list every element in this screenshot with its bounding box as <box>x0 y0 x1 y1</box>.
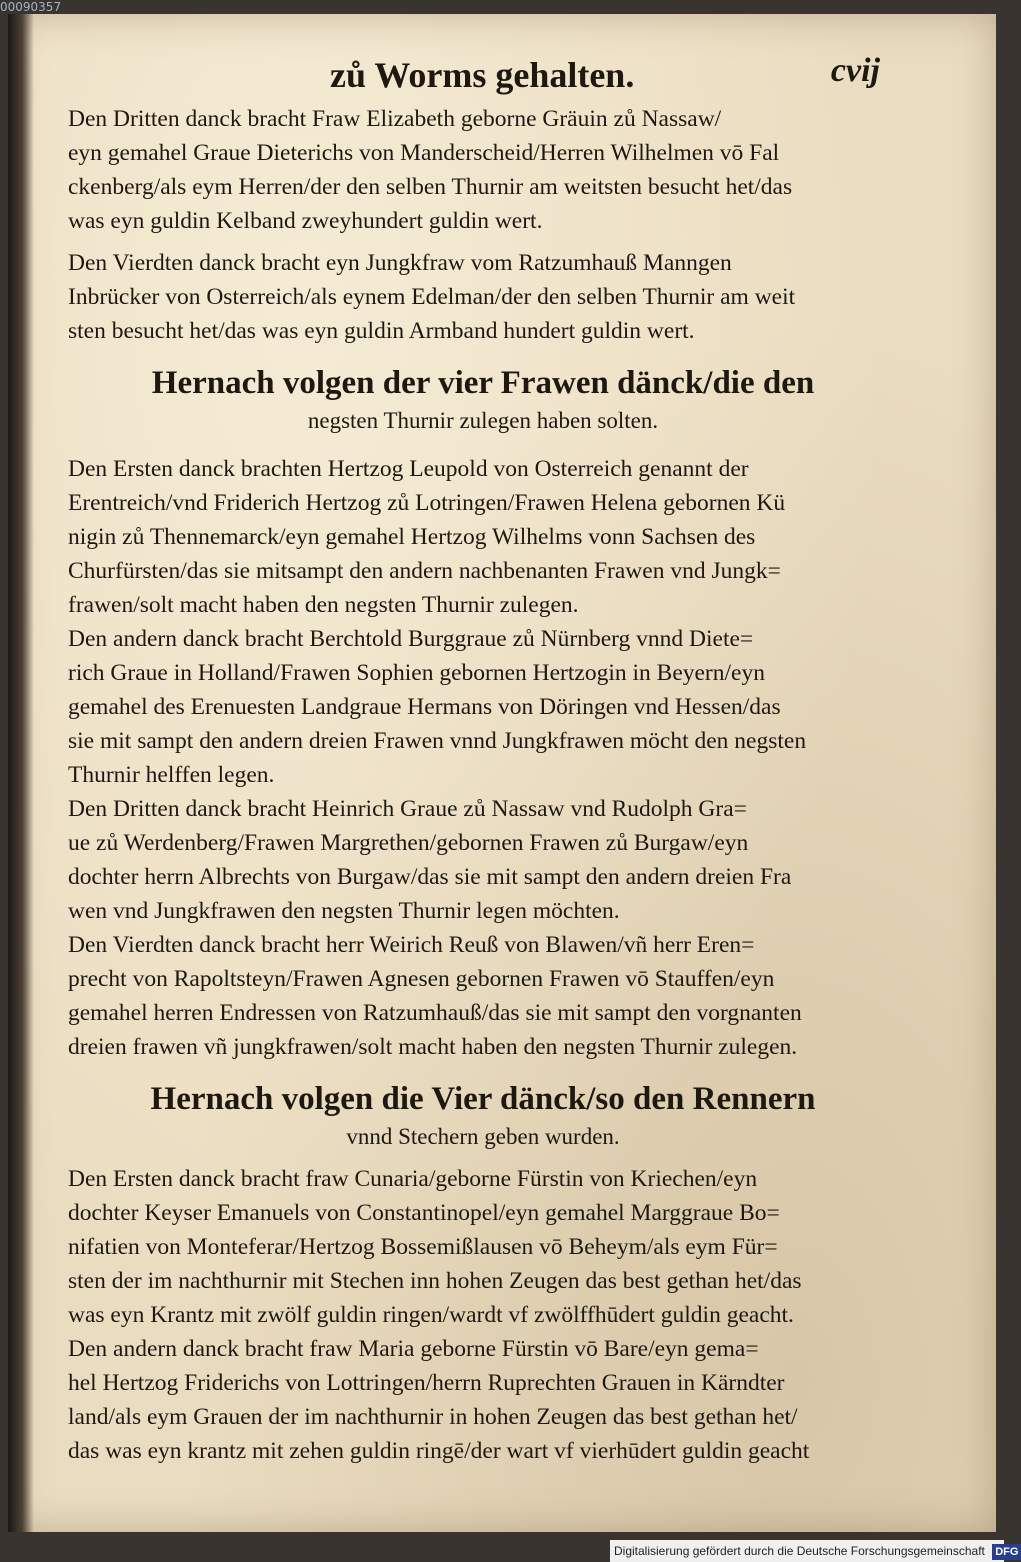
paragraph-4 <box>68 622 898 792</box>
text-line: Den Ersten danck bracht fraw Cunaria/geborne Fürstin von Kriechen/eyn <box>68 1166 758 1192</box>
funding-credit-text: Digitalisierung gefördert durch die Deutsche Forschungsgemeinschaft <box>614 1544 985 1558</box>
text-line: Den Dritten danck bracht Fraw Elizabeth geborne Gräuin zů Nassaw/ <box>68 106 722 132</box>
text-line: Churfürsten/das sie mitsampt den andern nachbenanten Frawen vnd Jungk= <box>68 558 781 584</box>
book-gutter <box>8 14 34 1532</box>
page-text <box>68 52 898 1468</box>
text-line: wen vnd Jungkfrawen den negsten Thurnir legen möchten. <box>68 898 620 924</box>
page-header <box>68 52 898 102</box>
text-line: land/als eym Grauen der im nachthurnir in hohen Zeugen das best gethan het/ <box>68 1404 798 1430</box>
text-line: ckenberg/als eym Herren/der den selben Thurnir am weitsten besucht het/das <box>68 174 793 200</box>
text-line: dochter herrn Albrechts von Burgaw/das sie mit sampt den andern dreien Fra <box>68 864 792 890</box>
text-line: gemahel des Erenuesten Landgraue Hermans von Döringen vnd Hessen/das <box>68 694 781 720</box>
funding-credit <box>610 1540 1019 1562</box>
paragraph-8 <box>68 1332 898 1468</box>
text-line: precht von Rapoltsteyn/Frawen Agnesen gebornen Frawen vō Stauffen/eyn <box>68 966 775 992</box>
dfg-logo: DFG <box>992 1544 1021 1560</box>
text-line: das was eyn krantz mit zehen guldin ringē/der wart vf vierhūdert guldin geacht <box>68 1438 810 1464</box>
paragraph-5 <box>68 792 898 928</box>
text-line: hel Hertzog Friderichs von Lottringen/herrn Ruprechten Grauen in Kärndter <box>68 1370 785 1396</box>
text-line: ue zů Werdenberg/Frawen Margrethen/gebornen Frawen zů Burgaw/eyn <box>68 830 749 856</box>
text-line: sie mit sampt den andern dreien Frawen vnnd Jungkfrawen möcht den negsten <box>68 728 807 754</box>
text-line: Den Dritten danck bracht Heinrich Graue zů Nassaw vnd Rudolph Gra= <box>68 796 747 822</box>
text-line: dreien frawen vñ jungkfrawen/solt macht haben den negsten Thurnir zulegen. <box>68 1034 798 1060</box>
scan-id-label: 00090357 <box>0 0 62 14</box>
text-line: Erentreich/vnd Friderich Hertzog zů Lotringen/Frawen Helena gebornen Kü <box>68 490 786 516</box>
paragraph-1 <box>68 102 898 238</box>
section-heading-frawen <box>68 362 898 438</box>
text-line: Den Vierdten danck bracht herr Weirich Reuß von Blawen/vñ herr Eren= <box>68 932 755 958</box>
text-line: was eyn guldin Kelband zweyhundert guldin wert. <box>68 208 543 234</box>
paragraph-6 <box>68 928 898 1064</box>
text-line: Den andern danck bracht fraw Maria geborne Fürstin vō Bare/eyn gema= <box>68 1336 759 1362</box>
book-page <box>8 14 996 1532</box>
heading-subline: vnnd Stechern geben wurden. <box>346 1124 620 1149</box>
text-line: was eyn Krantz mit zwölf guldin ringen/wardt vf zwölffhūdert guldin geacht. <box>68 1302 794 1328</box>
text-line: rich Graue in Holland/Frawen Sophien gebornen Hertzogin in Beyern/eyn <box>68 660 765 686</box>
text-line: nifatien von Monteferar/Hertzog Bossemißlausen vō Beheym/als eym Für= <box>68 1234 778 1260</box>
paragraph-3 <box>68 452 898 622</box>
text-line: gemahel herren Endressen von Ratzumhauß/das sie mit sampt den vorgnanten <box>68 1000 802 1026</box>
text-line: Den andern danck bracht Berchtold Burggraue zů Nürnberg vnnd Diete= <box>68 626 754 652</box>
text-line: eyn gemahel Graue Dieterichs von Manderscheid/Herren Wilhelmen vō Fal <box>68 140 780 166</box>
text-line: dochter Keyser Emanuels von Constantinopel/eyn gemahel Marggraue Bo= <box>68 1200 780 1226</box>
section-heading-rennern <box>68 1078 898 1154</box>
text-line: Inbrücker von Osterreich/als eynem Edelman/der den selben Thurnir am weit <box>68 284 796 310</box>
text-line: Den Ersten danck brachten Hertzog Leupold von Osterreich genannt der <box>68 456 749 482</box>
running-head: zů Worms gehalten. <box>330 55 635 95</box>
folio-number: cvij <box>830 52 880 89</box>
text-line: sten der im nachthurnir mit Stechen inn hohen Zeugen das best gethan het/das <box>68 1268 802 1294</box>
text-line: frawen/solt macht haben den negsten Thurnir zulegen. <box>68 592 579 618</box>
heading-line: Hernach volgen der vier Frawen dänck/die den <box>151 365 815 401</box>
text-line: sten besucht het/das was eyn guldin Armband hundert guldin wert. <box>68 318 695 344</box>
paragraph-7 <box>68 1162 898 1332</box>
heading-subline: negsten Thurnir zulegen haben solten. <box>307 408 659 433</box>
text-line: nigin zů Thennemarck/eyn gemahel Hertzog Wilhelms vonn Sachsen des <box>68 524 756 550</box>
paragraph-2 <box>68 246 898 348</box>
text-line: Thurnir helffen legen. <box>68 762 275 788</box>
heading-line: Hernach volgen die Vier dänck/so den Rennern <box>150 1081 816 1117</box>
text-line: Den Vierdten danck bracht eyn Jungkfraw vom Ratzumhauß Manngen <box>68 250 732 276</box>
